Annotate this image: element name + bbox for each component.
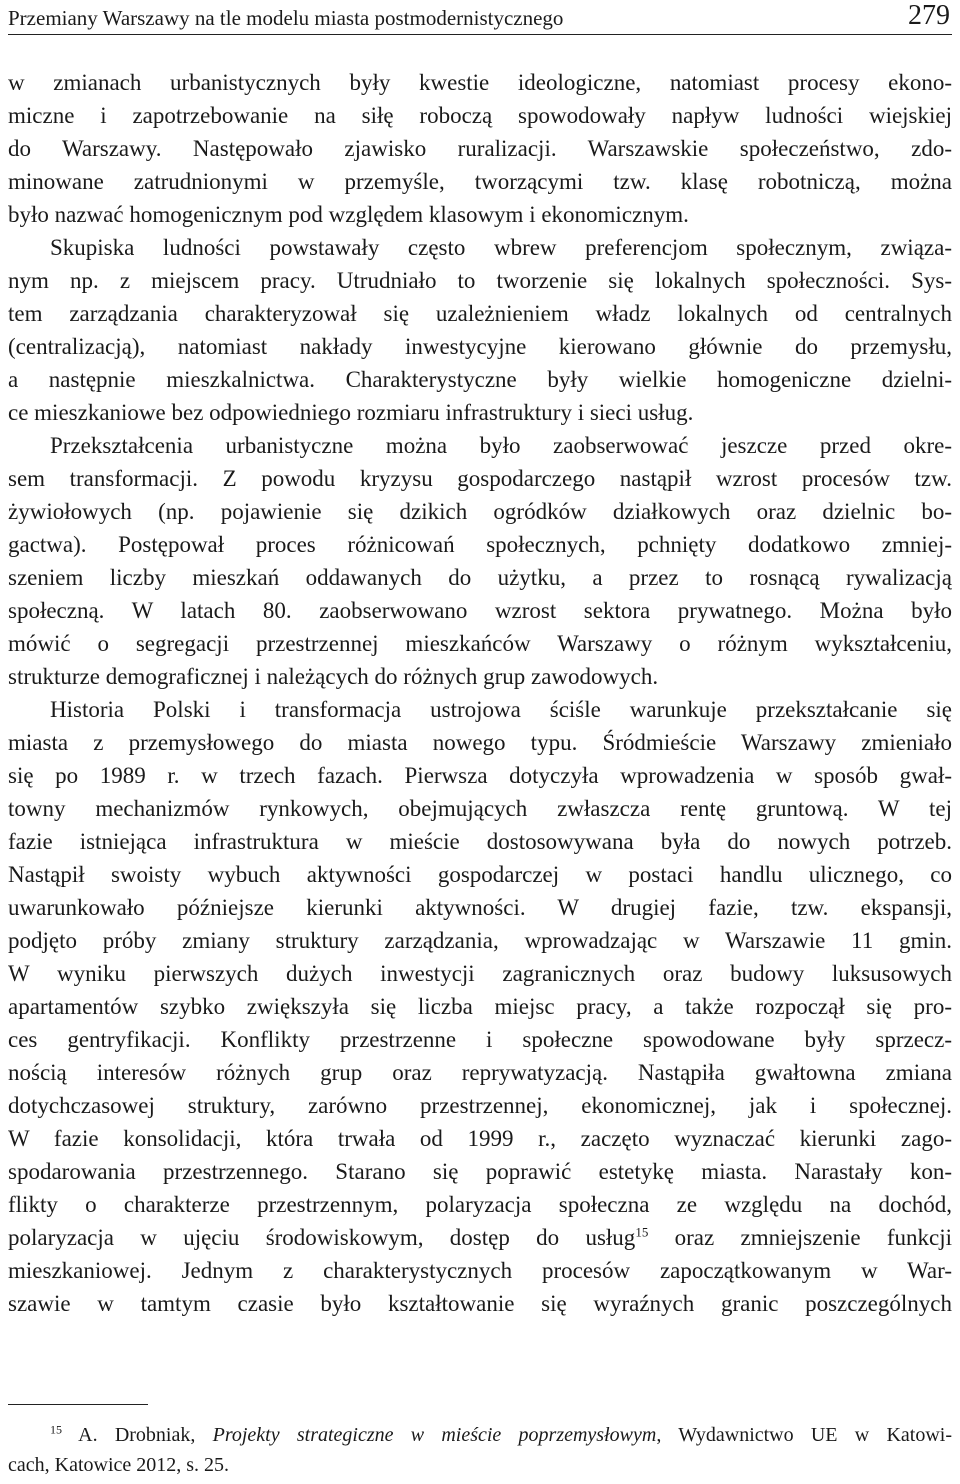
text-line: Skupiska ludności powstawały często wbrew preferencjom społecznym, związa- (50, 235, 952, 260)
text-line: flikty o charakterze przestrzennym, polaryzacja społeczna ze względu na dochód, (8, 1192, 952, 1217)
text-line: W fazie konsolidacji, która trwała od 1999 r., zaczęto wyznaczać kierunki zago- (8, 1126, 952, 1151)
text-line: nym np. z miejscem pracy. Utrudniało to tworzenie się lokalnych społeczności. Sys- (8, 268, 952, 293)
footnote (8, 1420, 952, 1480)
running-head: Przemiany Warszawy na tle modelu miasta postmodernistycznego (8, 6, 564, 30)
text-line: ces gentryfikacji. Konflikty przestrzenne i społeczne spowodowane były sprzecz- (8, 1027, 952, 1052)
text-line: dotychczasowej struktury, zarówno przestrzennej, ekonomicznej, jak i społecznej. (8, 1093, 952, 1118)
text-line: tem zarządzania charakteryzował się uzależnieniem władz lokalnych od centralnych (8, 301, 952, 326)
text-line: miczne i zapotrzebowanie na siłę roboczą spowodowały napływ ludności wiejskiej (8, 103, 952, 128)
footnote-author: A. Drobniak, (62, 1424, 213, 1446)
text-line: w zmianach urbanistycznych były kwestie ideologiczne, natomiast procesy ekono- (8, 70, 952, 95)
text-line: Historia Polski i transformacja ustrojowa ściśle warunkuje przekształcanie się (50, 697, 952, 722)
text-line: się po 1989 r. w trzech fazach. Pierwsza dotyczyła wprowadzenia w sposób gwał- (8, 763, 952, 788)
text-line: było nazwać homogenicznym pod względem klasowym i ekonomicznym. (8, 202, 689, 227)
body-text (8, 66, 952, 1320)
text-line: uwarunkowało późniejsze kierunki aktywności. W drugiej fazie, tzw. ekspansji, (8, 895, 952, 920)
footnote-line: cach, Katowice 2012, s. 25. (8, 1454, 230, 1476)
text-line: towny mechanizmów rynkowych, obejmujących zwłaszcza rentę gruntową. W tej (8, 796, 952, 821)
text-line: W wyniku pierwszych dużych inwestycji zagranicznych oraz budowy luksusowych (8, 961, 952, 986)
text-line: a następnie mieszkalnictwa. Charakterystyczne były wielkie homogeniczne dzielni- (8, 367, 952, 392)
text-line: gactwa). Postępował proces różnicowań społecznych, pchnięty dodatkowo zmniej- (8, 532, 952, 557)
text-line: mieszkaniowej. Jednym z charakterystycznych procesów zapoczątkowanym w War- (8, 1258, 952, 1283)
text-line: do Warszawy. Następowało zjawisko ruralizacji. Warszawskie społeczeństwo, zdo- (8, 136, 952, 161)
text-line: (centralizacją), natomiast nakłady inwestycyjne kierowano głównie do przemysłu, (8, 334, 952, 359)
text-line: społeczną. W latach 80. zaobserwowano wzrost sektora prywatnego. Można było (8, 598, 952, 623)
footnote-marker[interactable]: 15 (635, 1224, 649, 1240)
text-line: minowane zatrudnionymi w przemyśle, tworzącymi tzw. klasę robotniczą, można (8, 169, 952, 194)
text-segment: polaryzacja w ujęciu środowiskowym, dostęp do usług (8, 1225, 636, 1250)
text-segment: oraz zmniejszenie funkcji (648, 1225, 952, 1250)
text-line: szawie w tamtym czasie było kształtowanie się wyraźnych granic poszczególnych (8, 1291, 952, 1316)
text-line: Nastąpił swoisty wybuch aktywności gospodarczej w postaci handlu ulicznego, co (8, 862, 952, 887)
text-line: sem transformacji. Z powodu kryzysu gospodarczego nastąpił wzrost procesów tzw. (8, 466, 952, 491)
text-line: żywiołowych (np. pojawienie się dzikich ogródków działkowych oraz dzielnic bo- (8, 499, 952, 524)
footnote-publisher: , Wydawnictwo UE w Katowi- (656, 1424, 952, 1446)
page-number: 279 (908, 0, 950, 31)
text-line: podjęto próby zmiany struktury zarządzania, wprowadzając w Warszawie 11 gmin. (8, 928, 952, 953)
text-line: miasta z przemysłowego do miasta nowego typu. Śródmieście Warszawy zmieniało (8, 730, 952, 755)
text-line: nością interesów różnych grup oraz reprywatyzacją. Nastąpiła gwałtowna zmiana (8, 1060, 952, 1085)
text-line-with-footnote (8, 1221, 952, 1254)
footnote-line (8, 1420, 952, 1450)
page-header (8, 0, 952, 35)
footnote-number: 15 (50, 1422, 62, 1437)
text-line: fazie istniejąca infrastruktura w mieście dostosowywana była do nowych potrzeb. (8, 829, 952, 854)
footnote-divider (8, 1404, 148, 1405)
text-line: strukturze demograficznej i należących do różnych grup zawodowych. (8, 664, 659, 689)
footnote-title: Projekty strategiczne w mieście poprzemysłowym (212, 1424, 657, 1446)
text-line: spodarowania przestrzennego. Starano się poprawić estetykę miasta. Narastały kon- (8, 1159, 952, 1184)
text-line: apartamentów szybko zwiększyła się liczba miejsc pracy, a także rozpoczął się pro- (8, 994, 952, 1019)
text-line: Przekształcenia urbanistyczne można było zaobserwować jeszcze przed okre- (50, 433, 952, 458)
text-line: ce mieszkaniowe bez odpowiedniego rozmiaru infrastruktury i sieci usług. (8, 400, 694, 425)
text-line: mówić o segregacji przestrzennej mieszkańców Warszawy o różnym wykształceniu, (8, 631, 952, 656)
text-line: szeniem liczby mieszkań oddawanych do użytku, a przez to rosnącą rywalizacją (8, 565, 952, 590)
